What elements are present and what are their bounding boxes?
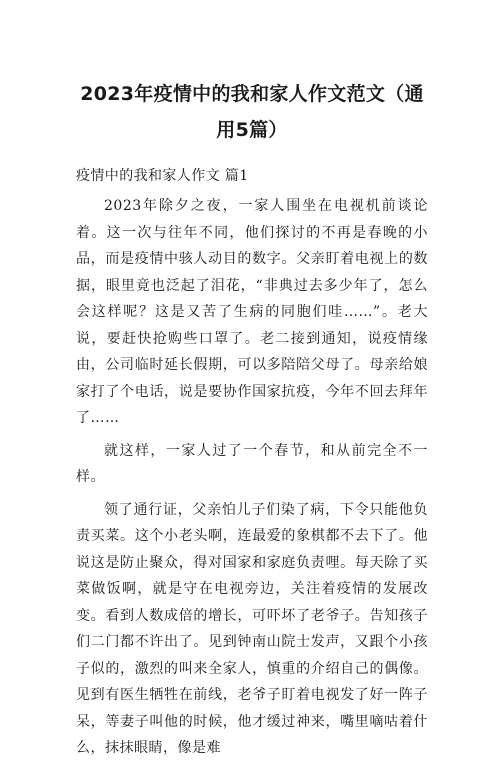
- paragraph-2: 就这样，一家人过了一个春节，和从前完全不一样。: [76, 442, 428, 485]
- paragraph-1: 2023年除夕之夜，一家人围坐在电视机前谈论着。这一次与往年不同，他们探讨的不再是春晚的小品，而是疫情中骇人动目的数字。父亲盯着电视上的数据，眼里竟也泛起了泪花，“非典过去多少年了，怎么会这样呢？这是又苦了生病的同胞们哇……”。老大说，要赶快抢购些口罩了。老二接到通知，说疫情缘由，公司临时延长假期，可以多陪陪父母了。母亲给娘家打了个电话，说是要协作国家抗疫，今年不回去拜年了……: [76, 198, 428, 426]
- document-title: 2023年疫情中的我和家人作文范文（通用5篇）: [80, 83, 424, 141]
- document-page: [76, 0, 428, 756]
- section-heading: 疫情中的我和家人作文 篇1: [76, 168, 249, 184]
- paragraph-3: 领了通行证，父亲怕儿子们染了病，下令只能他负责买菜。这个小老头啊，连最爱的象棋都不去下了。他说这是防止聚众，得对国家和家庭负责哩。每天除了买菜做饭啊，就是守在电视旁边，关注着疫情的发展改变。看到人数成倍的增长，可吓坏了老爷子。告知孩子们二门都不许出了。见到钟南山院士发声，又跟个小孩子似的，激烈的叫来全家人，慎重的介绍自己的偶像。见到有医生牺牲在前线，老爷子盯着电视发了好一阵子呆，等妻子叫他的时候，他才缓过神来，嘴里嘀咕着什么，抹抹眼睛，像是难: [76, 501, 428, 756]
